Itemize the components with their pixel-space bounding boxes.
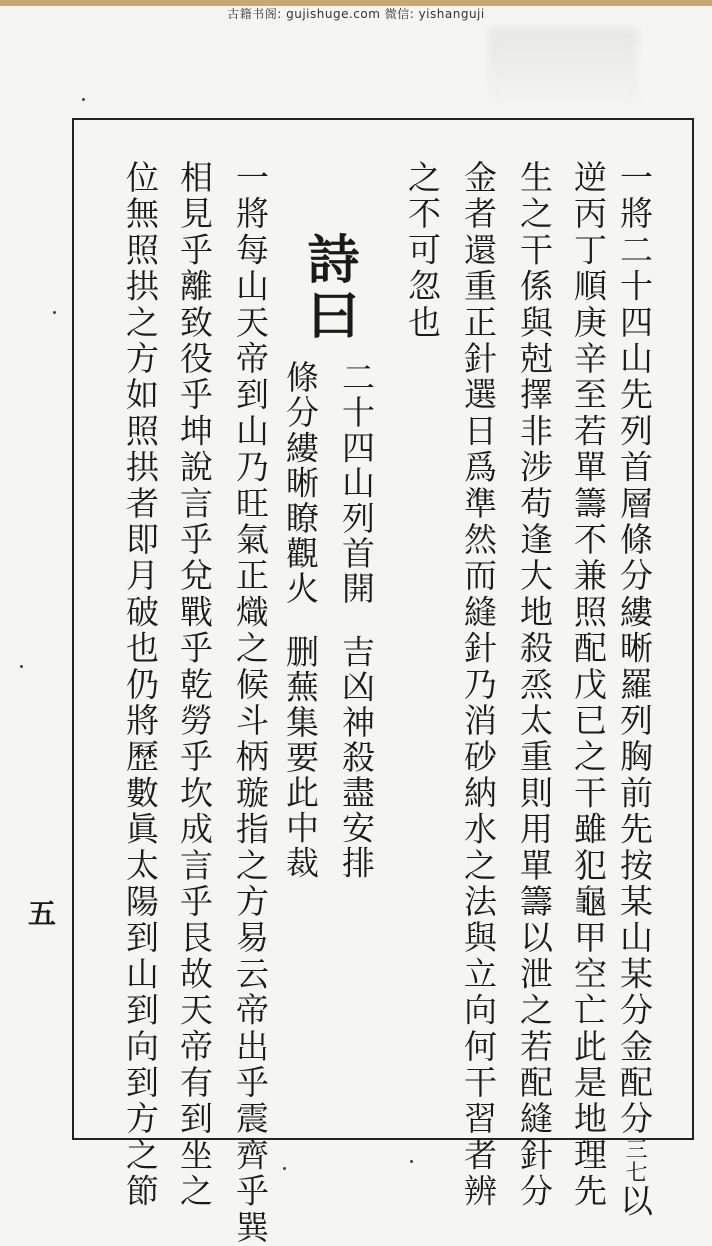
- text-column-1: [615, 160, 654, 1220]
- text-column-3: 生之干係與尅擇非涉苟逢大地殺烝太重則用單籌以泄之若配縫針分: [515, 160, 554, 1210]
- page-number: 五: [28, 897, 57, 930]
- text-column-7: 相見乎離致役乎坤說言乎兌戰乎乾勞乎坎成言乎艮故天帝有到坐之: [175, 160, 214, 1210]
- speckle: [82, 98, 85, 101]
- text-column-6: 一將每山天帝到山乃旺氣正熾之候斗柄璇指之方易云帝出乎震齊乎巽: [231, 160, 270, 1246]
- poem-column-2: [281, 360, 320, 881]
- text-column-1-end: 以: [615, 1183, 654, 1220]
- text-column-4: 金者還重正針選日爲準然而縫針乃消砂納水之法與立向何干習者辨: [459, 160, 498, 1210]
- poem-line-2a: 條分縷晰瞭觀火: [281, 360, 320, 607]
- speckle: [283, 1167, 286, 1170]
- speckle: [53, 311, 56, 314]
- text-column-1-annotation: 三七: [622, 1137, 647, 1184]
- poem-line-1b: 吉凶神殺盡安排: [337, 634, 376, 881]
- text-column-5: 之不可忽也: [403, 160, 442, 341]
- text-column-2: 逆丙丁順庚辛至若單籌不兼照配戊已之干雖犯龜甲空亡此是地理先: [569, 160, 608, 1210]
- speckle: [410, 1160, 413, 1163]
- poem-line-1a: 二十四山列首開: [337, 360, 376, 607]
- watermark-text: 古籍书阁: gujishuge.com 微信: yishanguji: [227, 7, 485, 21]
- poem-title: 詩曰: [298, 232, 359, 344]
- poem-line-2b: 删蕪集要此中裁: [281, 634, 320, 881]
- bleed-through-shadow: [488, 28, 638, 108]
- text-column-1-main: 一將二十四山先列首層條分縷晰羅列胸前先按某山某分金配分: [615, 160, 654, 1138]
- poem-column-1: [337, 360, 376, 881]
- text-column-8: 位無照拱之方如照拱者即月破也仍將歷數眞太陽到山到向到方之節: [121, 160, 160, 1210]
- speckle: [20, 665, 23, 668]
